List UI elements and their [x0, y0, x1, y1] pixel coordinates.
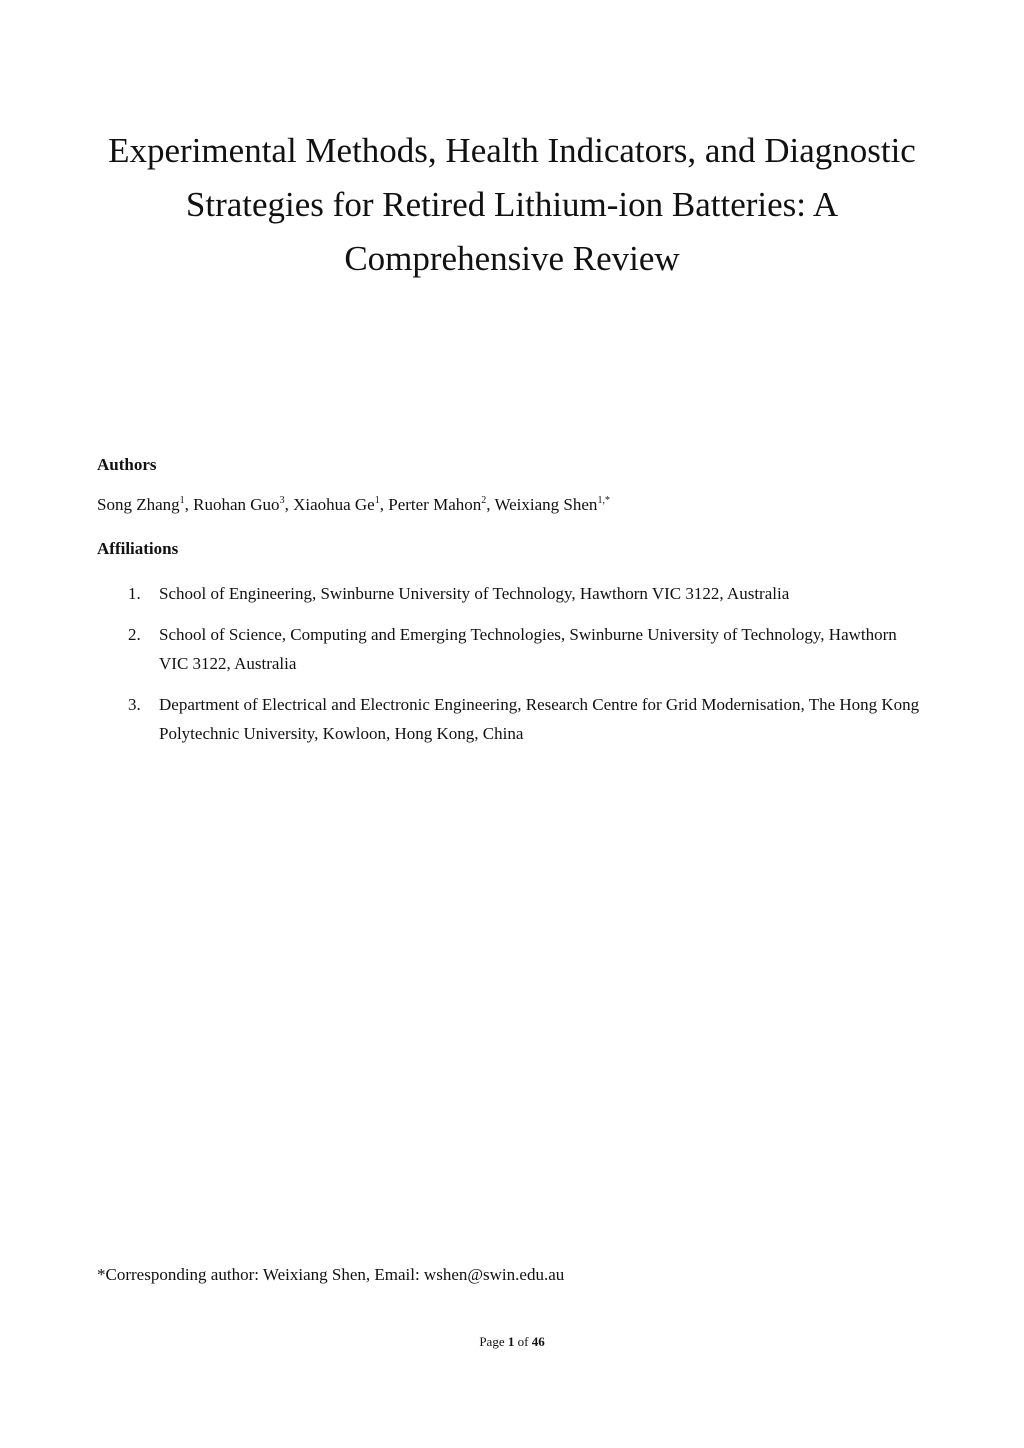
affiliation-item	[97, 620, 927, 678]
author-separator: ,	[184, 495, 194, 514]
paper-title: Experimental Methods, Health Indicators, and Diagnostic Strategies for Retired Lithium-ion Batteries: A Comprehensive Review	[108, 131, 916, 278]
of-label: of	[517, 1334, 529, 1349]
author-name: Perter Mahon	[388, 495, 482, 514]
affiliation-number: 3.	[128, 695, 141, 714]
author-separator: ,	[284, 495, 294, 514]
affiliations-heading: Affiliations	[97, 539, 179, 558]
page-label: Page	[479, 1334, 505, 1349]
affiliation-text: School of Engineering, Swinburne University of Technology, Hawthorn VIC 3122, Australia	[159, 584, 790, 603]
affiliation-text: Department of Electrical and Electronic Engineering, Research Centre for Grid Modernisation, The Hong Kong Polytechnic University, Kowloon, Hong Kong, China	[159, 695, 920, 743]
author-affiliation-mark: 1,*	[597, 495, 610, 506]
author-separator: ,	[379, 495, 389, 514]
author-affiliation-mark: 1	[374, 495, 380, 506]
total-pages-number: 46	[531, 1334, 545, 1349]
affiliation-item	[97, 579, 927, 608]
page-footer	[0, 1334, 1024, 1350]
author-name: Xiaohua Ge	[293, 495, 375, 514]
affiliation-text: School of Science, Computing and Emerging Technologies, Swinburne University of Technology, Hawthorn VIC 3122, Australia	[159, 625, 897, 673]
author-name: Song Zhang	[97, 495, 180, 514]
affiliations-list	[97, 579, 927, 760]
author-name: Ruohan Guo	[193, 495, 280, 514]
author-affiliation-mark: 3	[279, 495, 285, 506]
affiliation-item	[97, 690, 927, 748]
current-page-number: 1	[507, 1334, 515, 1349]
affiliation-number: 1.	[128, 584, 141, 603]
author-affiliation-mark: 1	[179, 495, 185, 506]
authors-list	[97, 495, 610, 515]
corresponding-author-note: *Corresponding author: Weixiang Shen, Email: wshen@swin.edu.au	[97, 1265, 565, 1284]
affiliation-number: 2.	[128, 625, 141, 644]
authors-heading: Authors	[97, 455, 157, 474]
author-affiliation-mark: 2	[481, 495, 487, 506]
author-name: Weixiang Shen	[494, 495, 598, 514]
author-separator: ,	[486, 495, 495, 514]
